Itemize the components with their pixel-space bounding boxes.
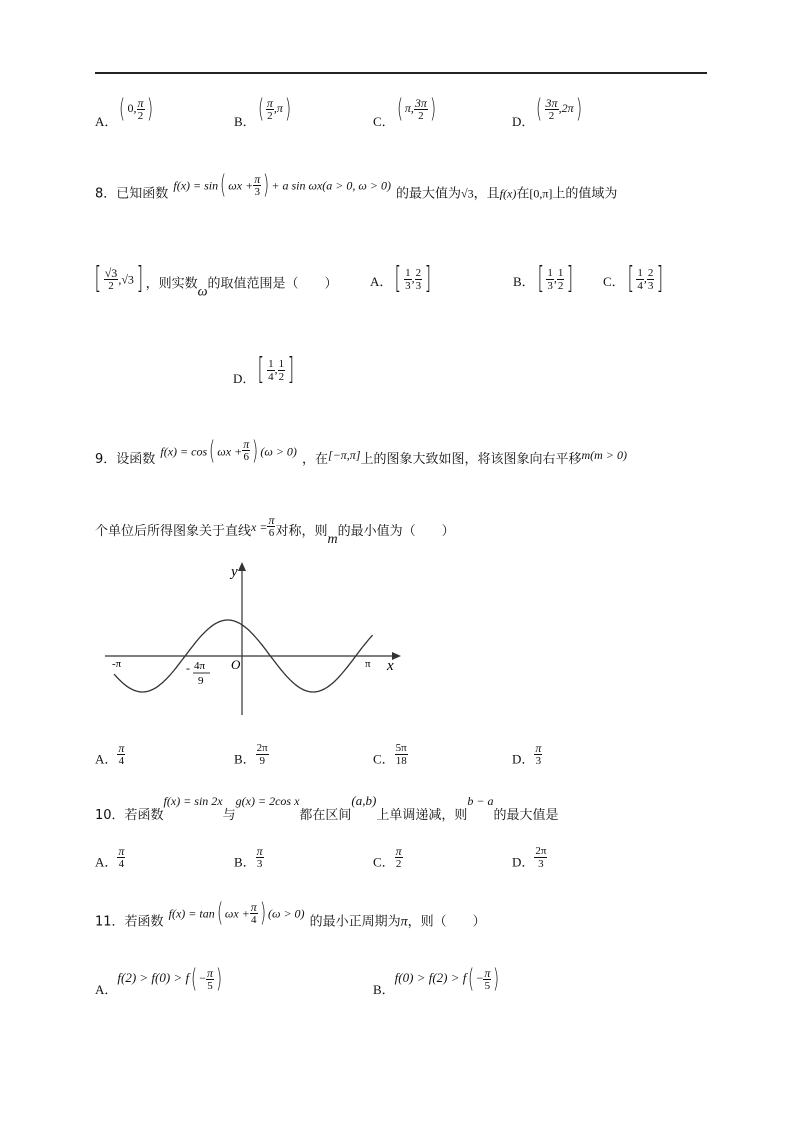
q9-stem-line2: $_{个单位后所得图象关于直线}$x = $\frac{\pi}{6}$ $_{对称,则}m_{的最小值为( )}$ [95, 513, 455, 547]
q8-stem-line1: $_{8.已知函数}$ f(x) = sin( ωx + $\frac{\pi}{3}$ ) + a sin ωx(a > 0, ω > 0) $_{的最大值为√3,且f(x)在[0,\pi]上的值域为}$ [95, 170, 618, 202]
zero-label-sign: - [186, 661, 190, 675]
q9-cosine-graph [95, 560, 415, 725]
zero-label-num: 4π [194, 660, 206, 672]
q7-option-a[interactable]: A．( 0, $\frac{\pi}{2}$ ) [95, 94, 153, 129]
q8-option-a[interactable]: A．[ $\frac{1}{3}$ , $\frac{2}{3}$ ] [370, 261, 432, 296]
q11-option-b[interactable]: B．f(0) > f(2) > f( − $\frac{\pi}{5}$ ) [373, 964, 500, 997]
q11-option-a[interactable]: A．f(2) > f(0) > f( − $\frac{\pi}{5}$ ) [95, 964, 223, 997]
zero-label-den: 9 [198, 675, 204, 687]
q9-stem-line1: $_{9.设函数}$ f(x) = cos( ωx + $\frac{\pi}{6}$ ) (ω > 0) $_{,在[-\pi,\pi]上的图象大致如图,将该图象向右平移m(m > 0)}$ [95, 435, 627, 467]
q8-option-b[interactable]: B．[ $\frac{1}{3}$ , $\frac{1}{2}$ ] [513, 261, 574, 296]
origin-label: O [231, 657, 241, 672]
q9-option-c[interactable]: C． $\frac{5\pi}{18}$ [373, 742, 407, 767]
q9-option-a[interactable]: A． $\frac{\pi}{4}$ [95, 741, 125, 767]
q10-option-a[interactable]: A． $\frac{\pi}{4}$ [95, 844, 125, 870]
q9-option-d[interactable]: D． $\frac{\pi}{3}$ [512, 741, 542, 767]
tick-label-neg-pi: -π [112, 658, 122, 670]
y-axis-arrow-icon [238, 562, 246, 571]
q7-option-d[interactable]: D．( $\frac{3\pi}{2}$ ,2π) [512, 94, 582, 129]
q7-option-b[interactable]: B．( $\frac{\pi}{2}$ ,π) [234, 94, 291, 129]
q10-option-d[interactable]: D． $\frac{2\pi}{3}$ [512, 845, 547, 870]
q7-option-c[interactable]: C．( π, $\frac{3\pi}{2}$ ) [373, 94, 436, 129]
q10-option-b[interactable]: B． $\frac{\pi}{3}$ [234, 844, 263, 870]
q8-option-d[interactable]: D．[ $\frac{1}{4}$ , $\frac{1}{2}$ ] [233, 352, 295, 387]
q11-stem: $_{11.若函数}$ f(x) = tan( ωx + $\frac{\pi}{4}$ ) (ω > 0) $_{的最小正周期为}\pi_{,则( )}$ [95, 898, 486, 930]
q10-option-c[interactable]: C． $\frac{\pi}{2}$ [373, 844, 402, 870]
q8-stem-line2: [ $\frac{√3}{2}$ ,√3] $_{,则实数}\omega_{的取值范围是( )}$ [94, 261, 338, 300]
q9-option-b[interactable]: B． $\frac{2\pi}{9}$ [234, 742, 268, 767]
q8-option-c[interactable]: C．[ $\frac{1}{4}$ , $\frac{2}{3}$ ] [603, 261, 664, 296]
q10-stem: $_{10.若函数}f(x) = \sin 2x_与g(x) = 2\cos$ $x_{都在区间}(a,b)_{上单调递减,则}b - a_{的最大值是}$ [95, 793, 559, 823]
y-axis-label: y [231, 564, 238, 580]
x-axis-label: x [387, 658, 394, 674]
tick-label-pi: π [365, 658, 371, 670]
header-rule [95, 72, 707, 74]
